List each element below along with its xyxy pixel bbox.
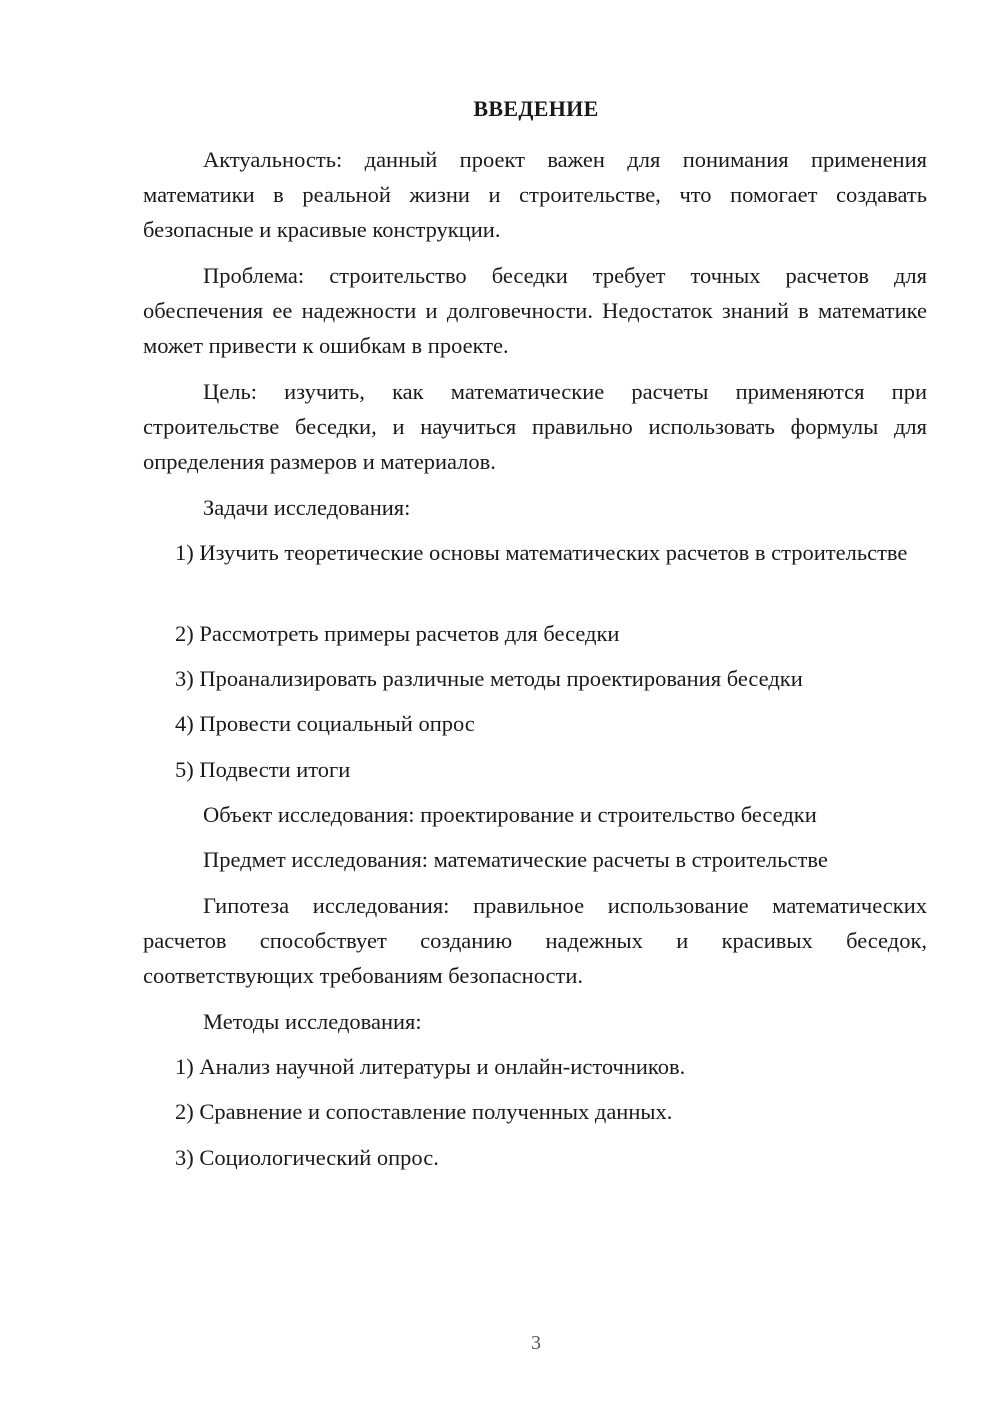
methods-heading: Методы исследования: (203, 1009, 422, 1034)
method-item-3: 3) Социологический опрос. (175, 1145, 439, 1170)
method-item-2: 2) Сравнение и сопоставление полученных данных. (175, 1099, 673, 1124)
tasks-heading: Задачи исследования: (203, 495, 411, 520)
goal-paragraph: Цель: изучить, как математические расчеты применяются при строительстве беседки, и научиться правильно использовать формулы для определения размеров и материалов. (143, 379, 927, 474)
task-item-1: 1) Изучить теоретические основы математических расчетов в строительстве (175, 540, 908, 565)
hypothesis-paragraph: Гипотеза исследования: правильное использование математических расчетов способствует созданию надежных и красивых беседок, соответствующих требованиям безопасности. (143, 893, 927, 988)
task-item-4: 4) Провести социальный опрос (175, 711, 475, 736)
subject-paragraph: Предмет исследования: математические расчеты в строительстве (203, 847, 828, 872)
task-item-2: 2) Рассмотреть примеры расчетов для беседки (175, 621, 620, 646)
page-title: ВВЕДЕНИЕ (473, 96, 599, 121)
page-number: 3 (531, 1332, 541, 1354)
problem-paragraph: Проблема: строительство беседки требует точных расчетов для обеспечения ее надежности и долговечности. Недостаток знаний в математике может привести к ошибкам в проекте. (143, 263, 927, 358)
method-item-1: 1) Анализ научной литературы и онлайн-источников. (175, 1054, 686, 1079)
object-paragraph: Объект исследования: проектирование и строительство беседки (203, 802, 817, 827)
task-item-5: 5) Подвести итоги (175, 757, 351, 782)
task-item-3: 3) Проанализировать различные методы проектирования беседки (175, 666, 803, 691)
relevance-paragraph: Актуальность: данный проект важен для понимания применения математики в реальной жизни и строительстве, что помогает создавать безопасные и красивые конструкции. (143, 147, 927, 242)
